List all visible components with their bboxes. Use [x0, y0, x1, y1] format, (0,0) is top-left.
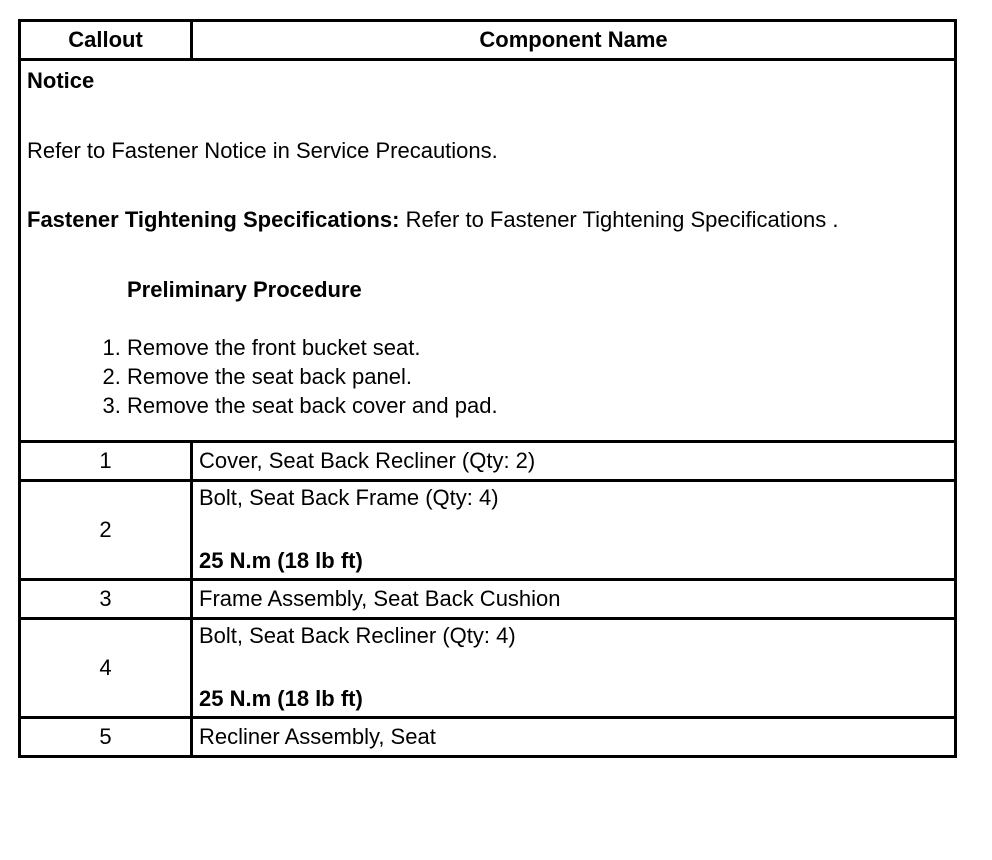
table-row: [20, 442, 956, 481]
notice-title: Notice: [27, 68, 95, 93]
callout-header: Callout: [20, 21, 192, 60]
component-name-cell: Recliner Assembly, Seat: [192, 718, 956, 757]
torque-spec: 25 N.m (18 lb ft): [199, 686, 363, 711]
component-name-cell: [192, 481, 956, 580]
notice-cell: [20, 60, 956, 442]
callout-cell: 3: [20, 580, 192, 619]
header-row: [20, 21, 956, 60]
callout-cell: 2: [20, 481, 192, 580]
table-row: [20, 580, 956, 619]
procedure-step: 1. Remove the front bucket seat.: [127, 333, 948, 362]
callout-cell: 1: [20, 442, 192, 481]
table-row: [20, 481, 956, 580]
component-name: Bolt, Seat Back Recliner (Qty: 4): [199, 623, 516, 648]
preliminary-procedure-title: Preliminary Procedure: [127, 276, 362, 302]
callout-cell: 4: [20, 619, 192, 718]
component-table: [18, 19, 957, 758]
procedure-step: 3. Remove the seat back cover and pad.: [127, 391, 948, 420]
fastener-spec-text: Refer to Fastener Tightening Specifications .: [405, 207, 839, 232]
component-name-cell: Cover, Seat Back Recliner (Qty: 2): [192, 442, 956, 481]
table-row: [20, 718, 956, 757]
component-name: Bolt, Seat Back Frame (Qty: 4): [199, 485, 499, 510]
fastener-spec-line: [27, 206, 948, 234]
procedure-step: 2. Remove the seat back panel.: [127, 362, 948, 391]
procedure-steps: [27, 333, 948, 420]
component-name-cell: [192, 619, 956, 718]
fastener-spec-label: Fastener Tightening Specifications:: [27, 207, 400, 232]
notice-row: [20, 60, 956, 442]
component-name-cell: Frame Assembly, Seat Back Cushion: [192, 580, 956, 619]
table-row: [20, 619, 956, 718]
callout-cell: 5: [20, 718, 192, 757]
fastener-notice-text: Refer to Fastener Notice in Service Precautions.: [27, 137, 498, 163]
torque-spec: 25 N.m (18 lb ft): [199, 548, 363, 573]
component-name-header: Component Name: [192, 21, 956, 60]
